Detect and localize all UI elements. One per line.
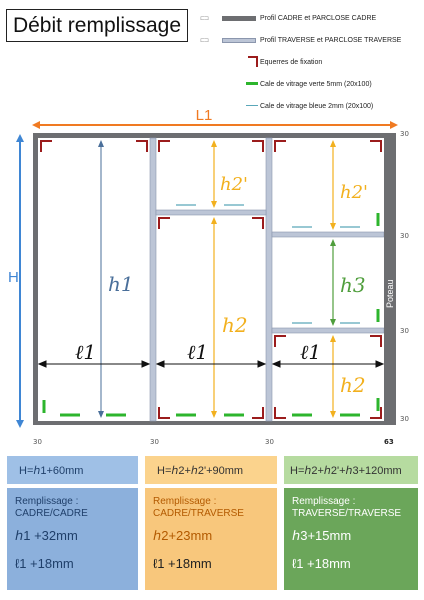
h2-right-label: h2 [340, 373, 366, 397]
h-arrowhead-bottom [16, 420, 24, 428]
legend-text: Profil TRAVERSE et PARCLOSE TRAVERSE [260, 36, 402, 44]
l1-arrowhead-right [390, 121, 398, 129]
right-dim-2: 30 [400, 232, 409, 240]
info-box-cadre-cadre [7, 488, 138, 590]
info-label: Remplissage : [292, 496, 356, 507]
h2p-right-label: h2' [340, 182, 368, 203]
info-value: CADRE/TRAVERSE [153, 508, 244, 519]
legend-text: Profil CADRE et PARCLOSE CADRE [260, 14, 377, 22]
info-l-value: ℓ1 +18mm [153, 556, 212, 571]
pane-right-mid [272, 237, 384, 328]
right-dim-3: 30 [400, 327, 409, 335]
pane-middle-top [156, 138, 266, 210]
formula-box-1 [7, 456, 138, 484]
info-label: Remplissage : [15, 496, 79, 507]
mullion-2 [266, 138, 272, 421]
h-label: H [8, 269, 19, 286]
profile-cadre-icon: ⊏⊐ [200, 15, 209, 22]
info-h-value: ℎ3+15mm [292, 528, 352, 543]
right-dim-1: 30 [400, 130, 409, 138]
mullion-1 [150, 138, 156, 421]
bottom-dim-1: 30 [33, 438, 42, 446]
bottom-dim-4: 63 [384, 438, 394, 446]
poteau-post [384, 133, 396, 425]
l1-left-label: ℓ1 [75, 340, 97, 364]
h1-label: h1 [108, 272, 134, 296]
poteau-label: Poteau [385, 279, 395, 308]
h2-middle-label: h2 [222, 313, 248, 337]
traverse-middle [156, 210, 266, 215]
h2p-middle-label: h2' [220, 174, 248, 195]
info-label: Remplissage : [153, 496, 217, 507]
l1-label: L1 [195, 107, 213, 124]
h-arrowhead-top [16, 134, 24, 142]
h3-label: h3 [340, 273, 366, 297]
legend-text: Cale de vitrage verte 5mm (20x100) [260, 80, 372, 88]
pane-right-bottom [272, 333, 384, 421]
info-value: CADRE/CADRE [15, 508, 88, 519]
formula-box-3 [284, 456, 418, 484]
info-box-cadre-traverse [145, 488, 277, 590]
l1-arrowhead-left [32, 121, 40, 129]
profile-traverse-icon: ⊏⊐ [200, 37, 209, 44]
right-dim-4: 30 [400, 415, 409, 423]
info-h-value: ℎ2+23mm [153, 528, 213, 543]
formula-text-3: H=ℎ2+ℎ2'+ℎ3+120mm [290, 464, 402, 477]
pane-middle-bottom [156, 215, 266, 421]
formula-box-2 [145, 456, 277, 484]
traverse-right-2 [272, 328, 384, 333]
info-box-traverse-traverse [284, 488, 418, 590]
info-value: TRAVERSE/TRAVERSE [292, 508, 402, 519]
legend-text: Equerres de fixation [260, 58, 323, 66]
bottom-dim-3: 30 [265, 438, 274, 446]
info-l-value: ℓ1 +18mm [15, 556, 74, 571]
l1-middle-label: ℓ1 [187, 340, 209, 364]
legend-text: Cale de vitrage bleue 2mm (20x100) [260, 102, 374, 110]
bottom-dim-2: 30 [150, 438, 159, 446]
formula-text-2: H=ℎ2+ℎ2'+90mm [157, 464, 244, 477]
info-l-value: ℓ1 +18mm [292, 556, 351, 571]
title-text: Débit remplissage [12, 13, 182, 37]
traverse-right-1 [272, 232, 384, 237]
l1-right-label: ℓ1 [300, 340, 322, 364]
formula-text-1: H=ℎ1+60mm [19, 464, 84, 477]
info-h-value: ℎ1 +32mm [15, 528, 78, 543]
